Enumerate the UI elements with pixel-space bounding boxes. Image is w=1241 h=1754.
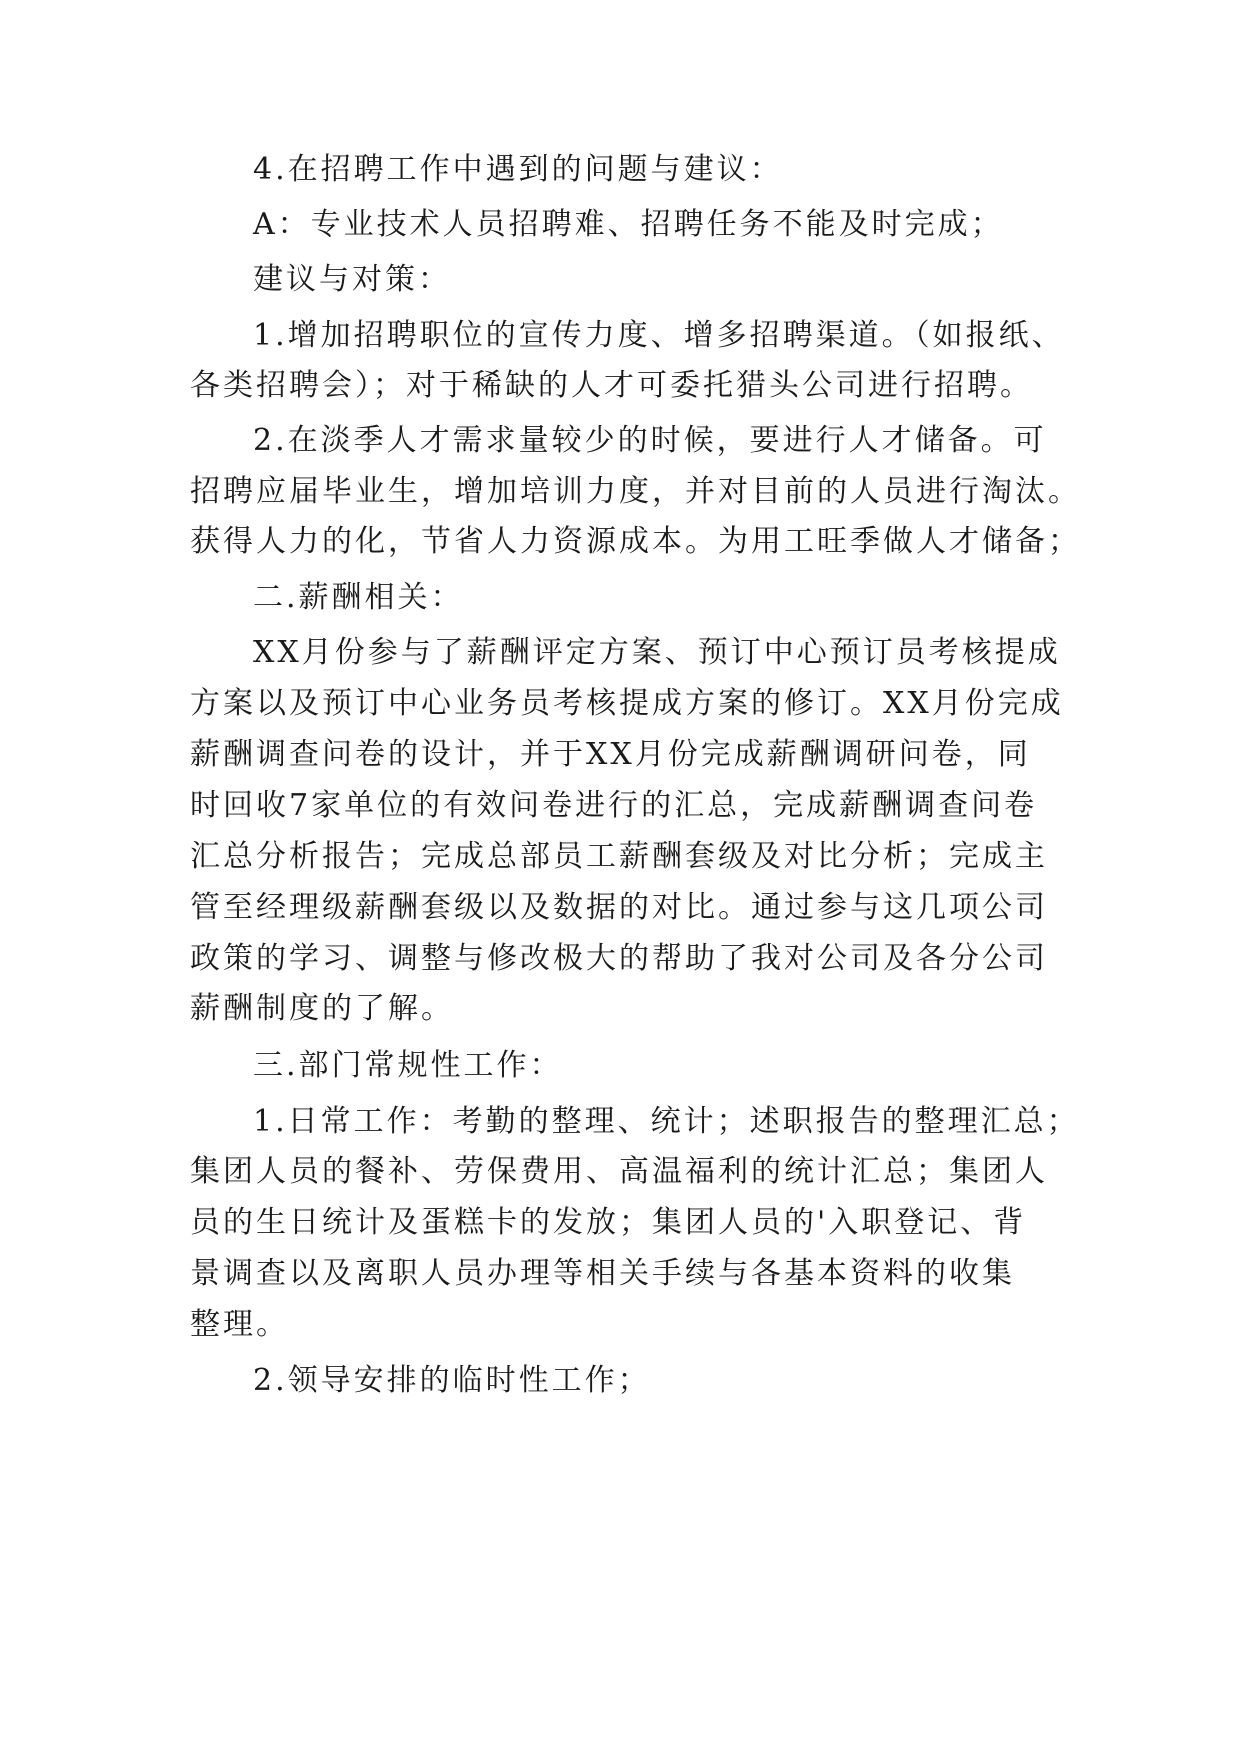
paragraph-line: A：专业技术人员招聘难、招聘任务不能及时完成；	[253, 207, 1004, 242]
paragraph-line: XX月份参与了薪酬评定方案、预订中心预订员考核提成	[253, 635, 1061, 670]
paragraph-line: 管至经理级薪酬套级以及数据的对比。通过参与这几项公司	[190, 890, 1048, 925]
paragraph-line: 1.日常工作：考勤的整理、统计；述职报告的整理汇总；	[253, 1104, 1080, 1139]
paragraph-line: 汇总分析报告；完成总部员工薪酬套级及对比分析；完成主	[190, 839, 1048, 874]
paragraph-line: 1.增加招聘职位的宣传力度、增多招聘渠道。（如报纸、	[253, 318, 1065, 353]
paragraph-line: 员的生日统计及蛋糕卡的发放；集团人员的'入职登记、背	[190, 1205, 1027, 1240]
paragraph-line: 2.领导安排的临时性工作；	[253, 1363, 651, 1398]
paragraph-line: 获得人力的化，节省人力资源成本。为用工旺季做人才储备；	[190, 524, 1081, 559]
paragraph-line: 薪酬制度的了解。	[190, 991, 454, 1026]
paragraph-line: 二.薪酬相关：	[253, 580, 464, 615]
paragraph-line: 4.在招聘工作中遇到的问题与建议：	[253, 152, 783, 187]
paragraph-line: 整理。	[190, 1307, 289, 1342]
paragraph-line: 三.部门常规性工作：	[253, 1048, 563, 1083]
paragraph-line: 建议与对策：	[253, 262, 451, 297]
paragraph-line: 景调查以及离职人员办理等相关手续与各基本资料的收集	[190, 1256, 1015, 1291]
paragraph-line: 招聘应届毕业生，增加培训力度，并对目前的人员进行淘汰。	[190, 474, 1081, 509]
paragraph-line: 各类招聘会）；对于稀缺的人才可委托猎头公司进行招聘。	[190, 368, 1033, 403]
paragraph-line: 时回收7家单位的有效问卷进行的汇总，完成薪酬调查问卷	[190, 788, 1038, 823]
paragraph-line: 薪酬调查问卷的设计，并于XX月份完成薪酬调研问卷，同	[190, 737, 1031, 772]
paragraph-line: 2.在淡季人才需求量较少的时候，要进行人才储备。可	[253, 423, 1047, 458]
paragraph-line: 方案以及预订中心业务员考核提成方案的修订。XX月份完成	[190, 686, 1064, 721]
paragraph-line: 集团人员的餐补、劳保费用、高温福利的统计汇总；集团人	[190, 1154, 1048, 1189]
paragraph-line: 政策的学习、调整与修改极大的帮助了我对公司及各分公司	[190, 941, 1048, 976]
